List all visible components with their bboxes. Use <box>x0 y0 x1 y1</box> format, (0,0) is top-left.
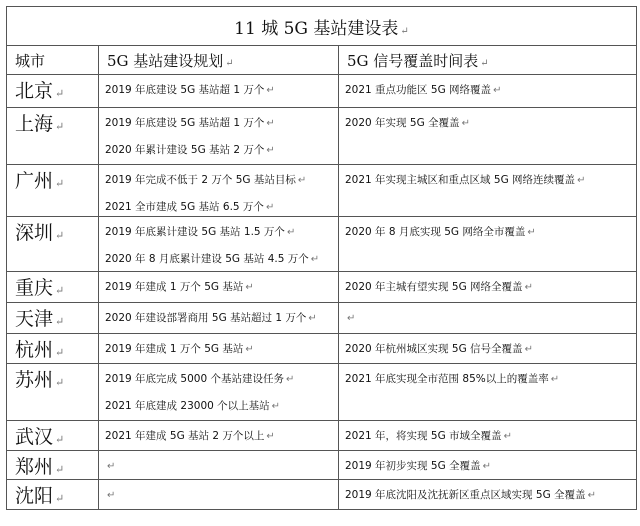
title-row <box>7 7 637 46</box>
coverage-line <box>339 108 636 131</box>
table-title-text: 11 城 5G 基站建设表 <box>234 18 399 39</box>
table-row <box>7 165 637 217</box>
paragraph-mark-icon: ↵ <box>55 229 65 242</box>
city-name: 深圳 <box>15 222 54 244</box>
table-row <box>7 75 637 108</box>
table-row <box>7 480 637 510</box>
coverage-text: 2021 重点功能区 5G 网络覆盖 <box>345 84 492 96</box>
paragraph-mark-icon: ↵ <box>266 118 275 129</box>
coverage-line <box>339 217 636 240</box>
plan-text: 2019 年底完成 5000 个基站建设任务 <box>105 373 284 385</box>
city-cell <box>7 303 99 334</box>
header-coverage <box>339 46 637 75</box>
coverage-cell <box>339 217 637 272</box>
paragraph-mark-icon: ↵ <box>480 57 489 69</box>
paragraph-mark-icon: ↵ <box>266 431 275 442</box>
plan-text: 2019 年建成 1 万个 5G 基站 <box>105 281 244 293</box>
plan-cell <box>99 480 339 510</box>
coverage-text: 2021 年实现主城区和重点区域 5G 网络连续覆盖 <box>345 174 576 186</box>
paragraph-mark-icon: ↵ <box>225 57 234 69</box>
paragraph-mark-icon: ↵ <box>400 25 409 37</box>
coverage-cell <box>339 364 637 421</box>
paragraph-mark-icon: ↵ <box>55 87 65 100</box>
coverage-cell <box>339 421 637 451</box>
paragraph-mark-icon: ↵ <box>107 461 116 472</box>
plan-cell <box>99 272 339 303</box>
paragraph-mark-icon: ↵ <box>55 463 65 476</box>
base-station-table <box>6 6 637 510</box>
coverage-cell <box>339 480 637 510</box>
plan-text: 2020 年累计建设 5G 基站 2 万个 <box>105 144 265 156</box>
coverage-text: 2020 年实现 5G 全覆盖 <box>345 117 460 129</box>
paragraph-mark-icon: ↵ <box>285 374 295 385</box>
plan-cell <box>99 451 339 480</box>
paragraph-mark-icon: ↵ <box>550 374 560 385</box>
paragraph-mark-icon: ↵ <box>347 313 356 324</box>
plan-cell <box>99 165 339 217</box>
plan-line <box>99 451 338 474</box>
plan-text: 2020 年建设部署商用 5G 基站超过 1 万个 <box>105 312 307 324</box>
plan-line <box>99 334 338 357</box>
table-row <box>7 272 637 303</box>
paragraph-mark-icon: ↵ <box>55 177 65 190</box>
coverage-text: 2021 年，将实现 5G 市域全覆盖 <box>345 430 502 442</box>
city-cell <box>7 272 99 303</box>
table-row <box>7 364 637 421</box>
city-name: 广州 <box>15 170 54 192</box>
plan-text: 2020 年 8 月底累计建设 5G 基站 4.5 万个 <box>105 253 309 265</box>
plan-line <box>99 217 338 240</box>
coverage-line <box>339 451 636 474</box>
coverage-line <box>339 303 636 326</box>
paragraph-mark-icon: ↵ <box>461 118 470 129</box>
paragraph-mark-icon: ↵ <box>266 85 275 96</box>
paragraph-mark-icon: ↵ <box>265 202 275 213</box>
city-cell <box>7 421 99 451</box>
paragraph-mark-icon: ↵ <box>308 313 317 324</box>
plan-text: 2021 全市建成 5G 基站 6.5 万个 <box>105 201 264 213</box>
plan-line <box>99 421 338 444</box>
city-cell <box>7 108 99 165</box>
header-city <box>7 46 99 75</box>
paragraph-mark-icon: ↵ <box>245 344 254 355</box>
city-name: 沈阳 <box>15 485 54 507</box>
plan-cell <box>99 334 339 364</box>
paragraph-mark-icon: ↵ <box>577 175 586 186</box>
plan-cell <box>99 421 339 451</box>
coverage-text: 2021 年底实现全市范围 85%以上的覆盖率 <box>345 373 549 385</box>
paragraph-mark-icon: ↵ <box>482 461 491 472</box>
city-name: 上海 <box>15 113 54 135</box>
paragraph-mark-icon: ↵ <box>524 282 533 293</box>
plan-line <box>99 240 338 267</box>
coverage-text: 2019 年初步实现 5G 全覆盖 <box>345 460 481 472</box>
coverage-line <box>339 334 636 357</box>
coverage-line <box>339 421 636 444</box>
plan-text: 2019 年底建设 5G 基站超 1 万个 <box>105 117 265 129</box>
coverage-cell <box>339 108 637 165</box>
city-name: 重庆 <box>15 277 54 299</box>
plan-text: 2021 年建成 5G 基站 2 万个以上 <box>105 430 265 442</box>
city-name: 武汉 <box>15 426 54 448</box>
city-cell <box>7 334 99 364</box>
paragraph-mark-icon: ↵ <box>493 85 502 96</box>
plan-line <box>99 75 338 98</box>
plan-line <box>99 165 338 188</box>
header-row <box>7 46 637 75</box>
coverage-cell <box>339 303 637 334</box>
plan-cell <box>99 75 339 108</box>
paragraph-mark-icon: ↵ <box>286 227 296 238</box>
plan-line <box>99 303 338 326</box>
coverage-cell <box>339 334 637 364</box>
city-cell <box>7 480 99 510</box>
coverage-text: 2020 年 8 月底实现 5G 网络全市覆盖 <box>345 226 526 238</box>
table-row <box>7 108 637 165</box>
coverage-text: 2020 年杭州城区实现 5G 信号全覆盖 <box>345 343 523 355</box>
plan-line <box>99 108 338 131</box>
plan-line <box>99 480 338 503</box>
paragraph-mark-icon: ↵ <box>266 145 275 156</box>
table-row <box>7 217 637 272</box>
coverage-line <box>339 75 636 98</box>
plan-cell <box>99 217 339 272</box>
city-name: 苏州 <box>15 369 54 391</box>
plan-text: 2021 年底建成 23000 个以上基站 <box>105 400 270 412</box>
plan-line <box>99 364 338 387</box>
table-row <box>7 421 637 451</box>
table-row <box>7 334 637 364</box>
plan-text: 2019 年建成 1 万个 5G 基站 <box>105 343 244 355</box>
plan-text: 2019 年底建设 5G 基站超 1 万个 <box>105 84 265 96</box>
plan-line <box>99 387 338 414</box>
paragraph-mark-icon: ↵ <box>55 315 65 328</box>
coverage-cell <box>339 165 637 217</box>
paragraph-mark-icon: ↵ <box>55 492 65 505</box>
header-plan-label: 5G 基站建设规划 <box>107 51 224 70</box>
plan-cell <box>99 108 339 165</box>
table-row <box>7 451 637 480</box>
paragraph-mark-icon: ↵ <box>527 227 536 238</box>
city-cell <box>7 165 99 217</box>
paragraph-mark-icon: ↵ <box>297 175 307 186</box>
header-plan <box>99 46 339 75</box>
table-title <box>7 7 637 46</box>
coverage-text: 2020 年主城有望实现 5G 网络全覆盖 <box>345 281 523 293</box>
city-cell <box>7 75 99 108</box>
city-cell <box>7 217 99 272</box>
coverage-line <box>339 165 636 188</box>
plan-cell <box>99 364 339 421</box>
paragraph-mark-icon: ↵ <box>55 120 65 133</box>
plan-line <box>99 272 338 295</box>
plan-cell <box>99 303 339 334</box>
paragraph-mark-icon: ↵ <box>55 346 65 359</box>
city-name: 北京 <box>15 80 54 102</box>
table-row <box>7 303 637 334</box>
plan-text: 2019 年底累计建设 5G 基站 1.5 万个 <box>105 226 285 238</box>
paragraph-mark-icon: ↵ <box>524 344 533 355</box>
plan-line <box>99 131 338 158</box>
coverage-line <box>339 480 636 503</box>
header-coverage-label: 5G 信号覆盖时间表 <box>347 51 479 70</box>
coverage-cell <box>339 451 637 480</box>
plan-line <box>99 188 338 215</box>
paragraph-mark-icon: ↵ <box>55 284 65 297</box>
coverage-cell <box>339 272 637 303</box>
coverage-line <box>339 272 636 295</box>
city-name: 天津 <box>15 308 54 330</box>
paragraph-mark-icon: ↵ <box>245 282 254 293</box>
city-name: 郑州 <box>15 456 54 478</box>
paragraph-mark-icon: ↵ <box>55 376 65 389</box>
paragraph-mark-icon: ↵ <box>503 431 512 442</box>
paragraph-mark-icon: ↵ <box>310 254 320 265</box>
paragraph-mark-icon: ↵ <box>55 433 65 446</box>
paragraph-mark-icon: ↵ <box>587 490 596 501</box>
coverage-cell <box>339 75 637 108</box>
coverage-text: 2019 年底沈阳及沈抚新区重点区域实现 5G 全覆盖 <box>345 489 586 501</box>
header-city-label: 城市 <box>15 51 46 70</box>
city-name: 杭州 <box>15 339 54 361</box>
plan-text: 2019 年完成不低于 2 万个 5G 基站目标 <box>105 174 296 186</box>
city-cell <box>7 451 99 480</box>
coverage-line <box>339 364 636 387</box>
paragraph-mark-icon: ↵ <box>107 490 116 501</box>
city-cell <box>7 364 99 421</box>
paragraph-mark-icon: ↵ <box>271 401 281 412</box>
